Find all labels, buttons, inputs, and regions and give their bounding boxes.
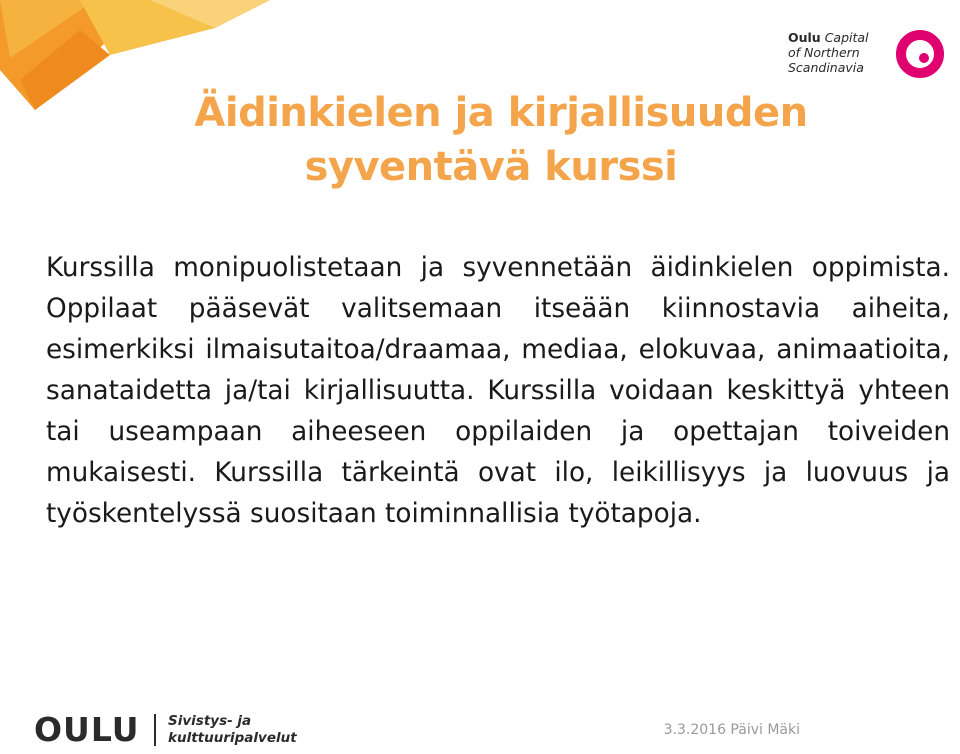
brand-text	[788, 30, 886, 75]
footer-department-line-1: Sivistys- ja	[168, 713, 252, 729]
ring-logo-icon	[894, 28, 946, 80]
footer-department	[168, 713, 297, 747]
slide-body-text: Kurssilla monipuolistetaan ja syvennetään äidinkielen oppimista. Oppilaat pääsevät valitsemaan itseään kiinnostavia aiheita, esimerkiksi ilmaisutaitoa/draamaa, mediaa, elokuvaa, animaatioita, sanataidetta ja/tai kirjallisuutta. Kurssilla voidaan keskittyä yhteen tai useampaan aiheeseen oppilaiden ja opettajan toiveiden mukaisesti. Kurssilla tärkeintä ovat ilo, leikillisyys ja luovuus ja työskentelyssä suositaan toiminnallisia työtapoja.	[46, 253, 950, 529]
footer-date-author: 3.3.2016 Päivi Mäki	[663, 722, 800, 738]
brand-line-1: Oulu Capital	[788, 30, 869, 45]
slide-title-line-1: Äidinkielen ja kirjallisuuden	[194, 90, 808, 136]
footer-logo-text: OULU	[34, 710, 140, 749]
brand-line-3: Scandinavia	[788, 60, 864, 75]
brand-line-2: of Northern	[788, 45, 860, 60]
footer-divider	[154, 714, 156, 746]
footer-department-line-2: kulttuuripalvelut	[168, 730, 297, 746]
footer-logo	[34, 712, 324, 748]
slide-title	[0, 86, 960, 194]
slide-title-line-2: syventävä kurssi	[304, 144, 678, 190]
brand-logo	[788, 26, 948, 86]
